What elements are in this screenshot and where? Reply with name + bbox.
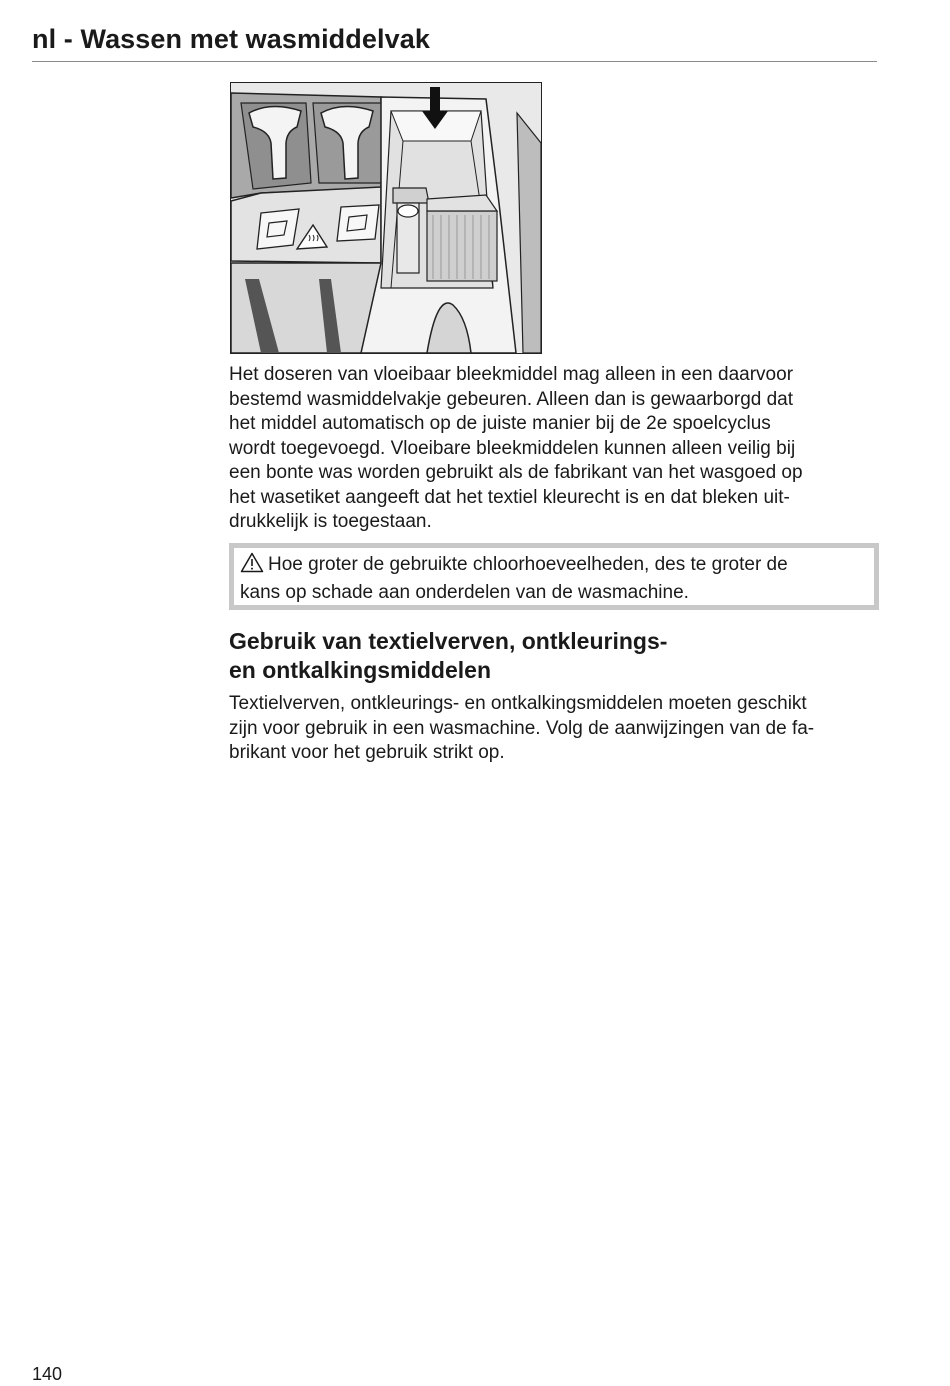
paragraph-line: Textielverven, ontkleurings- en ontkalkingsmiddelen moeten geschikt [229, 693, 807, 714]
paragraph-line: drukkelijk is toegestaan. [229, 511, 432, 532]
detergent-drawer-illustration [230, 82, 542, 354]
paragraph-line: het wasetiket aangeeft dat het textiel kleurecht is en dat bleken uit- [229, 486, 790, 508]
section-heading-line: en ontkalkingsmiddelen [229, 657, 491, 683]
section-heading-line: Gebruik van textielverven, ontkleurings- [229, 628, 668, 654]
page-header [32, 22, 877, 62]
paragraph-line: het middel automatisch op de juiste manier bij de 2e spoelcyclus [229, 413, 771, 434]
chlorine-warning-box [229, 543, 879, 610]
page-number: 140 [32, 1364, 63, 1384]
warning-line: Hoe groter de gebruikte chloorhoeveelheden, des te groter de [268, 554, 788, 575]
warning-triangle-icon [240, 552, 264, 581]
dyes-paragraph [229, 692, 879, 766]
section-heading [229, 627, 879, 685]
page-title: nl - Wassen met wasmiddelvak [32, 24, 430, 54]
paragraph-line: brikant voor het gebruik strikt op. [229, 742, 505, 763]
paragraph-line: een bonte was worden gebruikt als de fabrikant van het wasgoed op [229, 462, 803, 483]
warning-line: kans op schade aan onderdelen van de wasmachine. [240, 581, 689, 603]
bleach-dosing-paragraph [229, 363, 879, 535]
paragraph-line: zijn voor gebruik in een wasmachine. Volg de aanwijzingen van de fa- [229, 717, 815, 739]
paragraph-line: Het doseren van vloeibaar bleekmiddel mag alleen in een daarvoor [229, 364, 794, 385]
paragraph-line: bestemd wasmiddelvakje gebeuren. Alleen dan is gewaarborgd dat [229, 388, 794, 410]
paragraph-line: wordt toegevoegd. Vloeibare bleekmiddelen kunnen alleen veilig bij [229, 437, 796, 459]
